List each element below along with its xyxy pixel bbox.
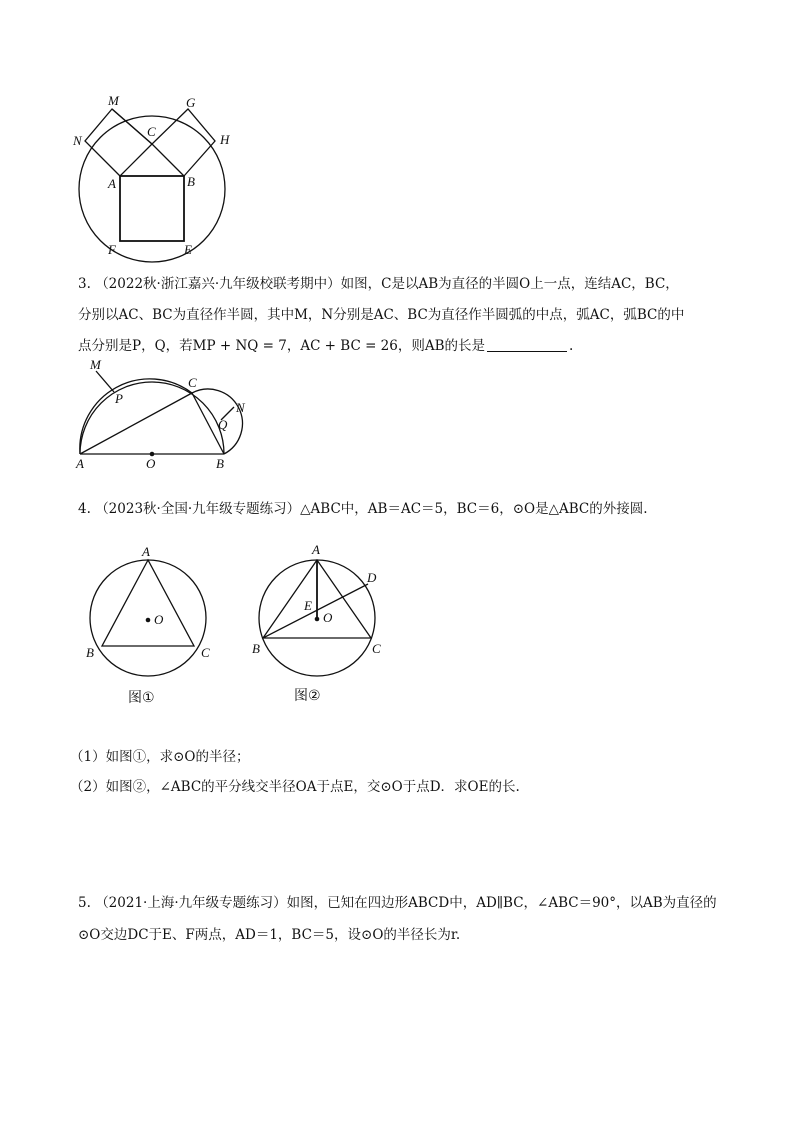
figure-caption-1: 图① (128, 690, 155, 706)
problem3-number: 3. (78, 276, 91, 292)
problem4-number: 4. (78, 501, 91, 517)
center-o (315, 617, 320, 622)
problem4-text (78, 499, 648, 519)
figure-semicircles (66, 357, 266, 472)
problem3-line1-text: 如图，C是以AB为直径的半圆O上一点，连结AC，BC， (340, 276, 679, 292)
problem3-line3-end: . (569, 338, 574, 354)
label-o: O (323, 610, 333, 625)
problem3-source: （2022秋·浙江嘉兴·九年级校联考期中） (95, 276, 341, 292)
problem3-line2 (78, 305, 684, 325)
label-b: B (252, 641, 260, 656)
label-n: N (236, 400, 245, 415)
problem3-line1 (78, 274, 679, 294)
label-m: M (90, 357, 101, 372)
label-c: C (201, 645, 210, 660)
problem3-line2-text: 分别以AC、BC为直径作半圆，其中M，N分别是AC、BC为直径作半圆弧的中点，弧AC，弧BC的中 (78, 307, 685, 323)
figure-caption-2: 图② (294, 688, 321, 704)
problem5-source: （2021·上海·九年级专题练习） (95, 895, 287, 911)
segment-mp (96, 371, 114, 392)
problem3-line3-text: 点分别是P，Q，若MP + NQ = 7，AC + BC = 26，则AB的长是 (78, 338, 486, 354)
figure-circle-squares (60, 88, 260, 268)
problem5-line2-text: ⊙O交边DC于E、F两点，AD＝1，BC＝5，设⊙O的半径长为r. (78, 927, 461, 943)
segment-mc (112, 109, 152, 144)
label-a: A (312, 542, 320, 557)
problem5-line2 (78, 925, 460, 945)
problem4-q1 (70, 747, 249, 767)
label-c: C (188, 375, 197, 390)
label-m: M (108, 93, 119, 108)
triangle-abc (102, 560, 194, 646)
figure-circle-triangle-2 (250, 540, 390, 710)
answer-blank[interactable] (487, 337, 567, 352)
label-n: N (73, 133, 82, 148)
label-c: C (372, 641, 381, 656)
label-a: A (142, 544, 150, 559)
problem4-q2-text: （2）如图②，∠ABC的平分线交半径OA于点E，交⊙O于点D．求OE的长. (70, 779, 520, 795)
large-semicircle (80, 382, 224, 454)
square-abef (120, 176, 184, 241)
semicircle-on-ac (80, 379, 192, 454)
center-o (146, 618, 151, 623)
problem4-source: （2023秋·全国·九年级专题练习） (95, 501, 301, 517)
label-c: C (147, 124, 156, 139)
label-o: O (146, 456, 156, 471)
square-bcgh (152, 109, 215, 176)
label-e: E (304, 598, 312, 613)
problem4-q2 (70, 777, 520, 797)
label-p: P (115, 391, 123, 406)
problem3-line3 (78, 336, 573, 356)
label-d: D (367, 570, 377, 585)
label-b: B (86, 645, 94, 660)
label-e: E (184, 242, 192, 257)
problem5-line1-text: 如图，已知在四边形ABCD中，AD∥BC，∠ABC＝90°，以AB为直径的 (286, 895, 717, 911)
label-b: B (187, 174, 195, 189)
problem4-q1-text: （1）如图①，求⊙O的半径； (70, 749, 250, 765)
figure-circle-triangle-1 (84, 544, 224, 714)
label-g: G (186, 95, 196, 110)
problem4-statement: △ABC中，AB＝AC＝5，BC＝6，⊙O是△ABC的外接圆. (300, 501, 648, 517)
label-a: A (108, 176, 116, 191)
label-h: H (220, 132, 230, 147)
label-q: Q (218, 417, 228, 432)
label-o: O (154, 612, 164, 627)
problem5-line1 (78, 893, 717, 913)
label-a: A (76, 456, 84, 471)
label-f: F (108, 242, 116, 257)
label-b: B (216, 456, 224, 471)
problem5-number: 5. (78, 895, 91, 911)
